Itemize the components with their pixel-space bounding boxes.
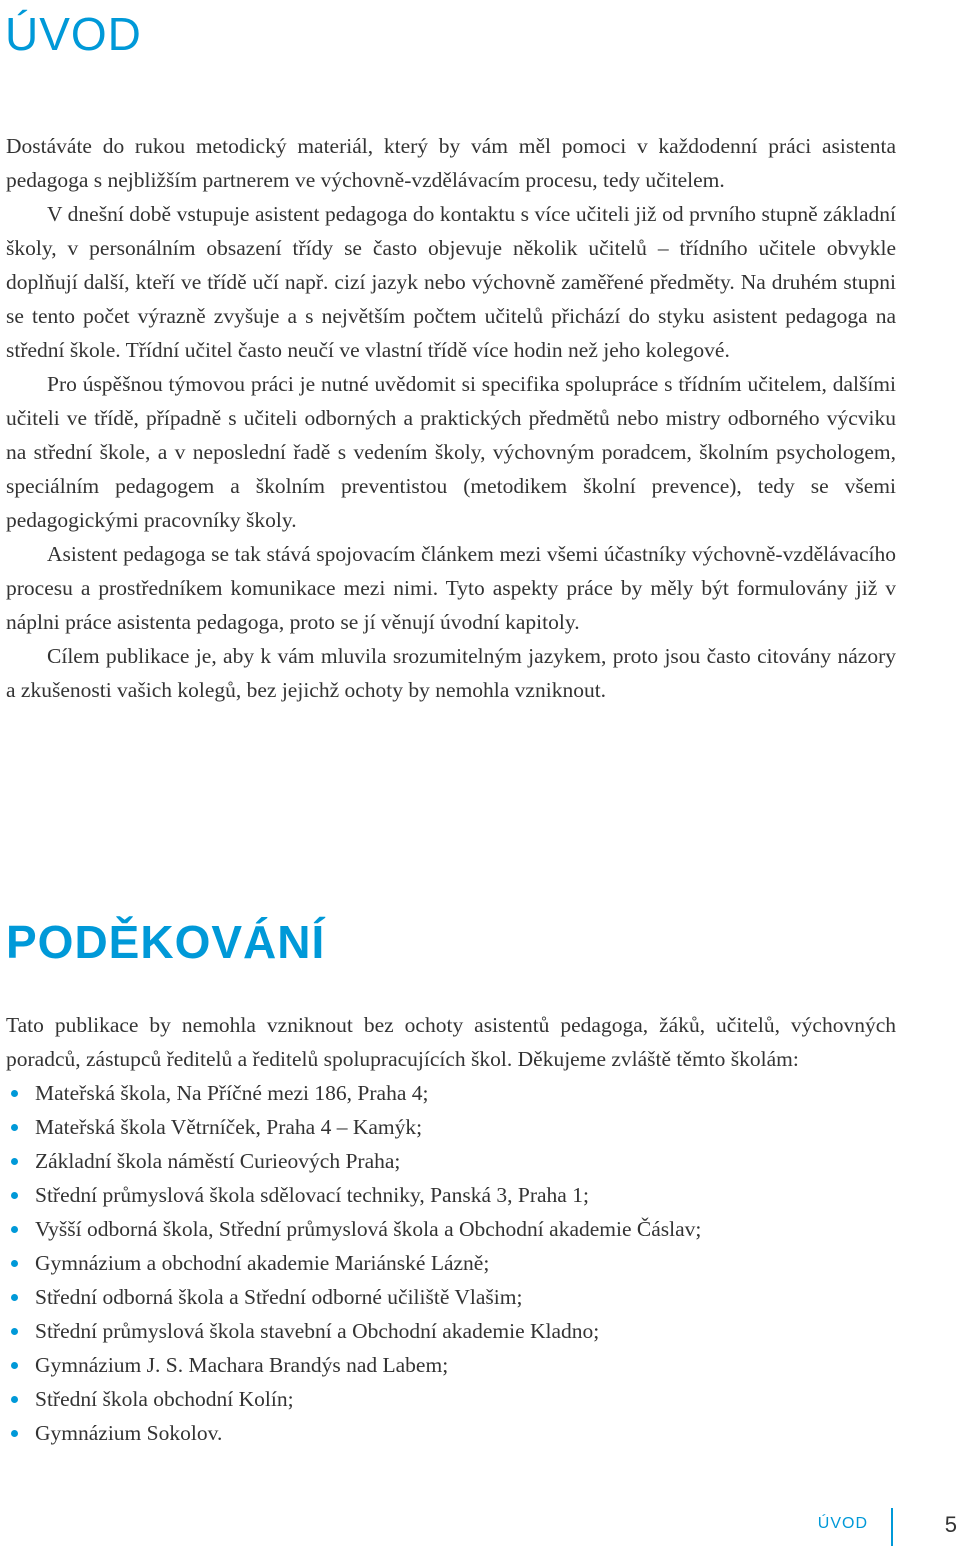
school-name: Mateřská škola, Na Příčné mezi 186, Praha 4;	[35, 1081, 429, 1105]
bullet-icon	[11, 1362, 18, 1369]
intro-paragraph-4: Asistent pedagoga se tak stává spojovacím článkem mezi všemi účastníky výchovně-vzdělávacího procesu a prostředníkem komunikace mezi nimi. Tyto aspekty práce by měly být formulovány již v náplni práce asistenta pedagoga, proto se jí věnují úvodní kapitoly.	[6, 542, 896, 634]
bullet-icon	[11, 1226, 18, 1233]
thanks-body	[6, 1008, 896, 1450]
school-name: Gymnázium a obchodní akademie Mariánské Lázně;	[35, 1251, 490, 1275]
list-item	[6, 1348, 896, 1382]
list-item	[6, 1314, 896, 1348]
section-title-podekovani: PODĚKOVÁNÍ	[6, 916, 326, 968]
list-item	[6, 1382, 896, 1416]
section-title-uvod: ÚVOD	[5, 8, 142, 60]
thanks-lead: Tato publikace by nemohla vzniknout bez ochoty asistentů pedagoga, žáků, učitelů, výchovných poradců, zástupců ředitelů a ředitelů spolupracujících škol. Děkujeme zvláště těmto školám:	[6, 1013, 896, 1071]
footer-section-label: ÚVOD	[817, 1515, 868, 1532]
school-name: Střední škola obchodní Kolín;	[35, 1387, 294, 1411]
bullet-icon	[11, 1294, 18, 1301]
bullet-icon	[11, 1396, 18, 1403]
school-name: Vyšší odborná škola, Střední průmyslová škola a Obchodní akademie Čáslav;	[35, 1217, 702, 1241]
bullet-icon	[11, 1090, 18, 1097]
bullet-icon	[11, 1192, 18, 1199]
bullet-icon	[11, 1124, 18, 1131]
school-name: Gymnázium Sokolov.	[35, 1421, 223, 1445]
bullet-icon	[11, 1328, 18, 1335]
list-item	[6, 1144, 896, 1178]
school-name: Gymnázium J. S. Machara Brandýs nad Labem;	[35, 1353, 449, 1377]
list-item	[6, 1280, 896, 1314]
intro-paragraph-3: Pro úspěšnou týmovou práci je nutné uvědomit si specifika spolupráce s třídním učitelem, dalšími učiteli ve třídě, případně s učiteli odborných a praktických předmětů nebo mistry odborného výcviku na střední škole, a v neposlední řadě s vedením školy, výchovným poradcem, školním psychologem, speciálním pedagogem a školním preventistou (metodikem školní prevence), tedy se všemi pedagogickými pracovníky školy.	[6, 372, 896, 532]
list-item	[6, 1178, 896, 1212]
bullet-icon	[11, 1430, 18, 1437]
bullet-icon	[11, 1158, 18, 1165]
list-item	[6, 1212, 896, 1246]
list-item	[6, 1110, 896, 1144]
intro-body	[6, 129, 896, 707]
intro-paragraph-5: Cílem publikace je, aby k vám mluvila srozumitelným jazykem, proto jsou často citovány názory a zkušenosti vašich kolegů, bez jejichž ochoty by nemohla vzniknout.	[6, 644, 896, 702]
school-name: Střední průmyslová škola sdělovací techniky, Panská 3, Praha 1;	[35, 1183, 589, 1207]
bullet-icon	[11, 1260, 18, 1267]
intro-paragraph-2: V dnešní době vstupuje asistent pedagoga do kontaktu s více učiteli již od prvního stupně základní školy, v personálním obsazení třídy se často objevuje několik učitelů – třídního učitele obvykle doplňují další, kteří ve třídě učí např. cizí jazyk nebo výchovně zaměřené předměty. Na druhém stupni se tento počet výrazně zvyšuje a s největším počtem učitelů přichází do styku asistent pedagoga na střední škole. Třídní učitel často neučí ve vlastní třídě více hodin než jeho kolegové.	[6, 202, 896, 362]
school-name: Mateřská škola Větrníček, Praha 4 – Kamýk;	[35, 1115, 423, 1139]
school-name: Střední odborná škola a Střední odborné učiliště Vlašim;	[35, 1285, 523, 1309]
school-name: Střední průmyslová škola stavební a Obchodní akademie Kladno;	[35, 1319, 600, 1343]
list-item	[6, 1076, 896, 1110]
intro-paragraph-1: Dostáváte do rukou metodický materiál, který by vám měl pomoci v každodenní práci asistenta pedagoga s nejbližším partnerem ve výchovně-vzdělávacím procesu, tedy učitelem.	[6, 134, 896, 192]
list-item	[6, 1416, 896, 1450]
school-list	[6, 1076, 896, 1450]
school-name: Základní škola náměstí Curieových Praha;	[35, 1149, 401, 1173]
page-number: 5	[944, 1512, 957, 1537]
page-footer	[760, 1508, 960, 1548]
list-item	[6, 1246, 896, 1280]
footer-divider	[891, 1508, 893, 1546]
